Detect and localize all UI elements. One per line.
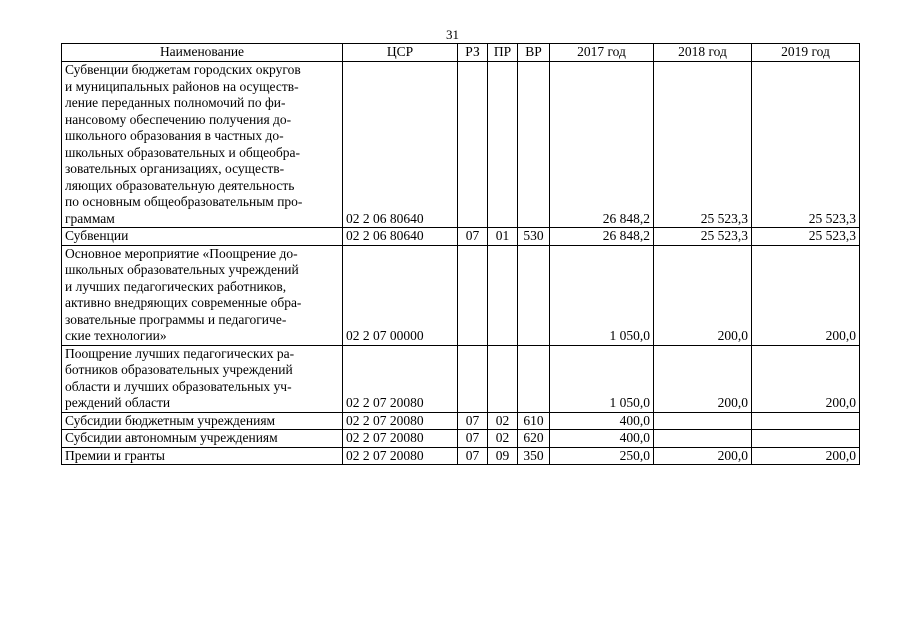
row-2017: 26 848,2: [550, 62, 654, 228]
row-csr: 02 2 07 20080: [343, 412, 458, 430]
header-vr: ВР: [518, 44, 550, 62]
row-pr: 02: [488, 412, 518, 430]
table-row: [62, 412, 860, 430]
header-name: Наименование: [62, 44, 343, 62]
row-pr: 01: [488, 228, 518, 246]
row-csr: 02 2 07 20080: [343, 345, 458, 412]
header-csr: ЦСР: [343, 44, 458, 62]
row-name-line: активно внедряющих современные обра-: [65, 295, 302, 310]
row-2017: 26 848,2: [550, 228, 654, 246]
table-row: [62, 345, 860, 412]
row-vr: [518, 245, 550, 345]
row-csr: 02 2 06 80640: [343, 228, 458, 246]
header-pr: ПР: [488, 44, 518, 62]
row-2017: 1 050,0: [550, 345, 654, 412]
row-name-line: школьного образования в частных до-: [65, 128, 284, 143]
row-rz: 07: [458, 447, 488, 465]
row-2018: 200,0: [654, 447, 752, 465]
row-pr: [488, 245, 518, 345]
page-number: 31: [446, 27, 459, 42]
row-vr: [518, 345, 550, 412]
table-row: [62, 228, 860, 246]
row-csr: 02 2 07 00000: [343, 245, 458, 345]
row-name-line: Субсидии бюджетным учреждениям: [65, 412, 276, 428]
row-2018: [654, 412, 752, 430]
row-name-line: Субсидии автономным учреждениям: [65, 430, 278, 445]
row-name: [62, 345, 343, 412]
row-2019: 200,0: [752, 447, 860, 465]
row-vr: 530: [518, 228, 550, 246]
row-pr: [488, 345, 518, 412]
row-name-line: ботников образовательных учреждений: [65, 362, 293, 377]
row-2018: 200,0: [654, 245, 752, 345]
row-2019: [752, 430, 860, 448]
row-pr: 09: [488, 447, 518, 465]
row-name-line: Субвенции: [65, 228, 129, 243]
row-name: [62, 430, 343, 448]
row-name-line: Основное мероприятие «Поощрение до-: [65, 245, 298, 261]
row-vr: 350: [518, 447, 550, 465]
row-name-line: нансовому обеспечению получения до-: [65, 111, 292, 127]
row-name-line: Поощрение лучших педагогических ра-: [65, 345, 295, 361]
row-name: [62, 245, 343, 345]
table-row: [62, 245, 860, 345]
row-csr: 02 2 07 20080: [343, 447, 458, 465]
row-2019: 200,0: [752, 245, 860, 345]
row-2017: 400,0: [550, 430, 654, 448]
table-row: [62, 447, 860, 465]
table-header-row: [62, 44, 860, 62]
header-2018: 2018 год: [654, 44, 752, 62]
row-pr: 02: [488, 430, 518, 448]
header-rz: РЗ: [458, 44, 488, 62]
row-name-line: и муниципальных районов на осуществ-: [65, 78, 299, 94]
row-name-line: зовательные программы и педагогиче-: [65, 311, 287, 327]
row-name: [62, 228, 343, 246]
row-name-line: Субвенции бюджетам городских округов: [65, 62, 301, 77]
row-pr: [488, 62, 518, 228]
row-name-line: реждений области: [65, 395, 171, 410]
row-vr: 620: [518, 430, 550, 448]
row-2019: 25 523,3: [752, 62, 860, 228]
row-2019: 25 523,3: [752, 228, 860, 246]
row-name: [62, 412, 343, 430]
table-row: [62, 62, 860, 228]
row-name-line: Премии и гранты: [65, 447, 165, 463]
row-2017: 250,0: [550, 447, 654, 465]
header-2019: 2019 год: [752, 44, 860, 62]
row-rz: 07: [458, 412, 488, 430]
row-2017: 1 050,0: [550, 245, 654, 345]
row-2018: 200,0: [654, 345, 752, 412]
row-vr: [518, 62, 550, 228]
table-body: [62, 62, 860, 465]
row-name-line: граммам: [65, 210, 115, 226]
row-2017: 400,0: [550, 412, 654, 430]
row-vr: 610: [518, 412, 550, 430]
row-rz: 07: [458, 430, 488, 448]
row-2018: 25 523,3: [654, 62, 752, 228]
row-name-line: зовательных организациях, осуществ-: [65, 161, 285, 176]
row-rz: [458, 245, 488, 345]
row-name-line: области и лучших образовательных уч-: [65, 378, 292, 394]
row-rz: [458, 345, 488, 412]
row-csr: 02 2 07 20080: [343, 430, 458, 448]
row-2018: [654, 430, 752, 448]
row-csr: 02 2 06 80640: [343, 62, 458, 228]
row-name-line: ление переданных полномочий по фи-: [65, 95, 286, 110]
row-2019: 200,0: [752, 345, 860, 412]
row-name-line: школьных образовательных и общеобра-: [65, 144, 301, 160]
row-2018: 25 523,3: [654, 228, 752, 246]
row-name-line: ские технологии»: [65, 328, 167, 343]
row-rz: [458, 62, 488, 228]
row-2019: [752, 412, 860, 430]
table-row: [62, 430, 860, 448]
row-name-line: ляющих образовательную деятельность: [65, 177, 295, 193]
row-name-line: по основным общеобразовательным про-: [65, 194, 303, 209]
row-name: [62, 62, 343, 228]
header-2017: 2017 год: [550, 44, 654, 62]
budget-table: [61, 43, 860, 465]
row-name-line: школьных образовательных учреждений: [65, 262, 299, 277]
row-rz: 07: [458, 228, 488, 246]
row-name-line: и лучших педагогических работников,: [65, 278, 287, 294]
row-name: [62, 447, 343, 465]
